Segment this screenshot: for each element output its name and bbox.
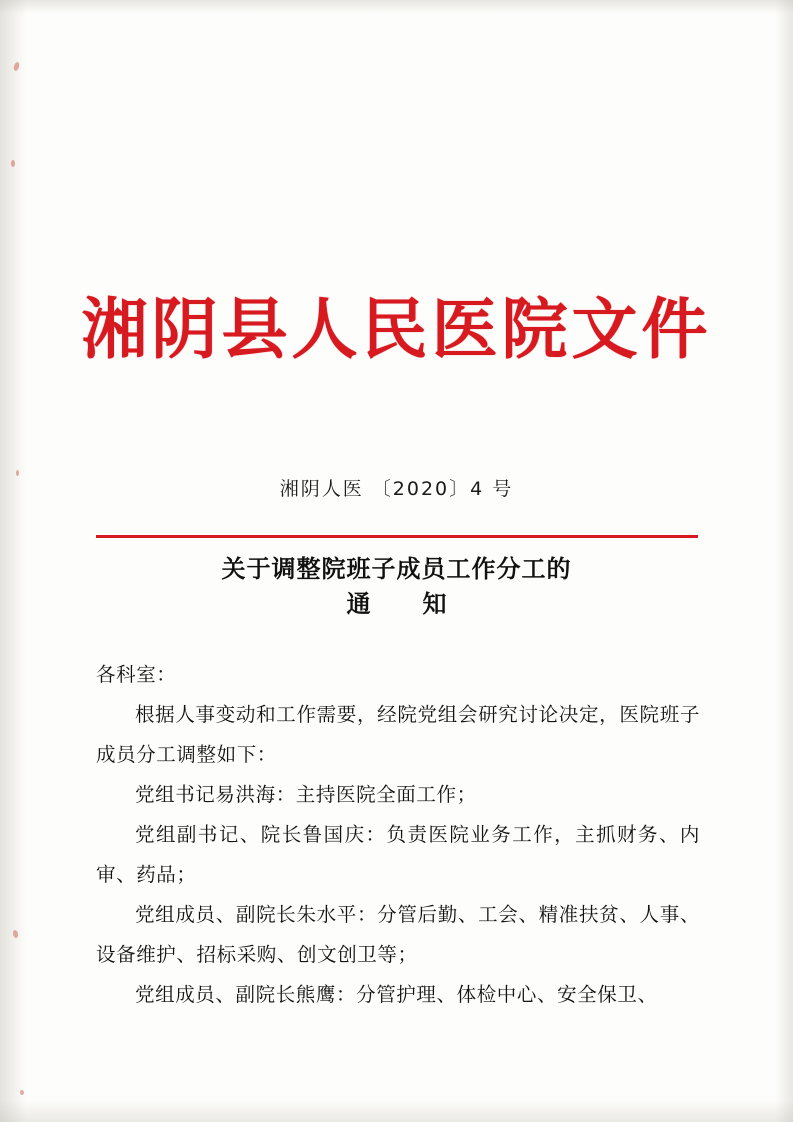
- document-title-line-1: 关于调整院班子成员工作分工的: [221, 555, 572, 583]
- document-number: 湘阴人医 〔2020〕4 号: [279, 478, 514, 500]
- body-paragraph: 党组书记易洪海：主持医院全面工作；: [135, 783, 477, 806]
- document-masthead: 湘阴县人民医院文件: [81, 290, 712, 368]
- paper-speck: [20, 1090, 24, 1095]
- paper-speck: [13, 61, 21, 71]
- red-divider-rule: [96, 535, 698, 538]
- paper-speck: [12, 930, 19, 939]
- paper-edge-shading-top: [0, 0, 793, 14]
- body-paragraph: 党组成员、副院长朱水平：分管后勤、工会、精准扶贫、人事、设备维护、招标采购、创文创卫等；: [96, 903, 700, 966]
- body-paragraph: 党组副书记、院长鲁国庆：负责医院业务工作，主抓财务、内审、药品；: [96, 823, 700, 886]
- document-title-line-2: 通 知: [346, 589, 461, 618]
- body-paragraph: 根据人事变动和工作需要，经院党组会研究讨论决定，医院班子成员分工调整如下：: [96, 703, 700, 766]
- document-title: [0, 552, 793, 622]
- paper-edge-shading-bottom: [0, 1100, 793, 1122]
- body-paragraph: 党组成员、副院长熊鹰：分管护理、体检中心、安全保卫、: [135, 983, 658, 1006]
- salutation: 各科室：: [96, 663, 177, 686]
- paper-speck: [11, 160, 15, 167]
- document-body: [96, 655, 700, 1015]
